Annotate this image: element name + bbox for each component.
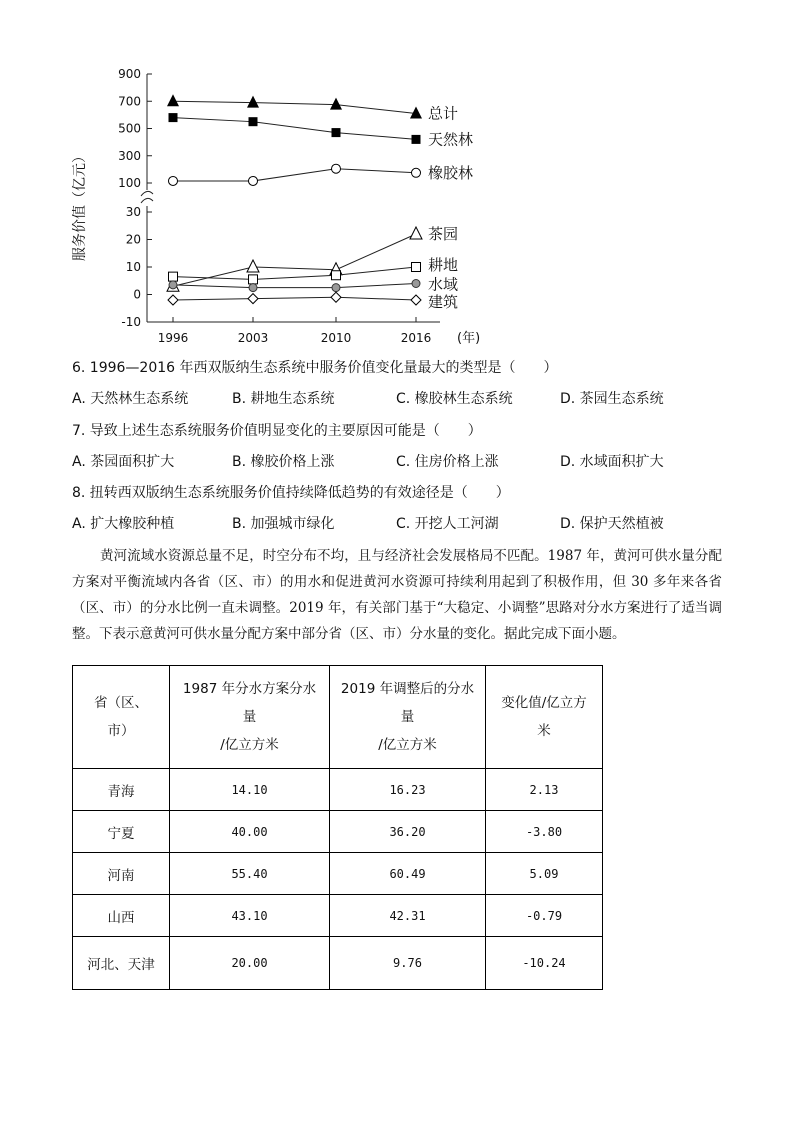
axis-break-mark bbox=[141, 191, 153, 196]
data-point bbox=[169, 113, 178, 122]
cell-1987: 40.00 bbox=[170, 811, 330, 853]
chart-axes bbox=[71, 67, 480, 346]
q8-option-c[interactable]: C. 开挖人工河湖 bbox=[396, 516, 499, 532]
legend-label: 耕地 bbox=[428, 256, 459, 274]
legend-label: 橡胶林 bbox=[428, 163, 474, 182]
chart-plot bbox=[167, 94, 473, 311]
data-point bbox=[412, 280, 420, 288]
cell-1987: 55.40 bbox=[170, 853, 330, 895]
series-建筑 bbox=[168, 292, 458, 311]
data-point bbox=[169, 272, 178, 281]
data-point bbox=[249, 284, 257, 292]
legend-label: 水域 bbox=[428, 275, 459, 294]
data-point bbox=[330, 98, 342, 110]
y-tick-label: 900 bbox=[118, 67, 141, 81]
cell-province: 宁夏 bbox=[73, 811, 170, 853]
y-tick-label: 30 bbox=[125, 205, 141, 219]
series-line bbox=[173, 169, 416, 181]
x-tick-label: 2010 bbox=[320, 331, 352, 345]
data-point bbox=[249, 275, 258, 284]
header-2019: 2019 年调整后的分水 量 /亿立方米 bbox=[330, 666, 486, 769]
data-point bbox=[167, 94, 179, 106]
q6-option-a[interactable]: A. 天然林生态系统 bbox=[72, 391, 189, 407]
x-tick-label: 2003 bbox=[237, 331, 269, 345]
data-point bbox=[247, 260, 259, 272]
cell-province: 山西 bbox=[73, 895, 170, 937]
q7-option-c[interactable]: C. 住房价格上涨 bbox=[396, 454, 499, 470]
q6-option-d[interactable]: D. 茶园生态系统 bbox=[560, 391, 664, 407]
water-allocation-table bbox=[72, 665, 603, 990]
question-8-stem: 8. 扭转西双版纳生态系统服务价值持续降低趋势的有效途径是（ ） bbox=[72, 485, 510, 501]
data-point bbox=[169, 176, 178, 185]
series-line bbox=[173, 284, 416, 288]
cell-1987: 43.10 bbox=[170, 895, 330, 937]
cell-province: 河南 bbox=[73, 853, 170, 895]
question-7-stem: 7. 导致上述生态系统服务价值明显变化的主要原因可能是（ ） bbox=[72, 423, 482, 439]
table-row bbox=[73, 769, 603, 811]
legend-label: 建筑 bbox=[428, 293, 459, 311]
data-point bbox=[248, 294, 258, 304]
cell-change: 5.09 bbox=[486, 853, 603, 895]
y-tick-label: -10 bbox=[121, 315, 141, 329]
q7-option-d[interactable]: D. 水域面积扩大 bbox=[560, 454, 664, 470]
q8-option-a[interactable]: A. 扩大橡胶种植 bbox=[72, 516, 175, 532]
series-line bbox=[173, 297, 416, 300]
cell-change: -10.24 bbox=[486, 937, 603, 990]
x-tick-label: 2016 bbox=[400, 331, 432, 345]
ecosystem-service-value-chart bbox=[60, 60, 500, 350]
cell-province: 青海 bbox=[73, 769, 170, 811]
x-axis-label: (年) bbox=[457, 331, 481, 346]
y-tick-label: 20 bbox=[125, 232, 141, 247]
axis-break-mark bbox=[141, 198, 153, 203]
q7-option-a[interactable]: A. 茶园面积扩大 bbox=[72, 454, 175, 470]
cell-1987: 20.00 bbox=[170, 937, 330, 990]
cell-2019: 16.23 bbox=[330, 769, 486, 811]
data-point bbox=[169, 281, 177, 289]
q6-option-c[interactable]: C. 橡胶林生态系统 bbox=[396, 391, 513, 407]
y-tick-label: 10 bbox=[125, 260, 141, 274]
q8-option-b[interactable]: B. 加强城市绿化 bbox=[232, 516, 335, 532]
series-line bbox=[173, 101, 416, 113]
data-point bbox=[249, 117, 258, 126]
cell-change: -3.80 bbox=[486, 811, 603, 853]
passage-text: 黄河流域水资源总量不足，时空分布不均，且与经济社会发展格局不匹配。1987 年，黄河可供水量分配方案对平衡流域内各省（区、市）的用水和促进黄河水资源可持续利用起到了积极作用，但 30 多年来各省（区、市）的分水比例一直未调整。2019 年，有关部门基于“大稳定、小调整”思路对分水方案进行了适当调整。下表示意黄河可供水量分配方案中部分省（区、市）分水量的变化。据此完成下面小题。 bbox=[72, 548, 722, 642]
reading-passage bbox=[72, 543, 722, 647]
cell-1987: 14.10 bbox=[170, 769, 330, 811]
series-line bbox=[173, 118, 416, 140]
header-1987: 1987 年分水方案分水 量 /亿立方米 bbox=[170, 666, 330, 769]
data-point bbox=[410, 107, 422, 119]
y-tick-label: 700 bbox=[118, 94, 141, 109]
y-tick-label: 300 bbox=[118, 148, 141, 163]
table-row bbox=[73, 937, 603, 990]
cell-2019: 60.49 bbox=[330, 853, 486, 895]
cell-change: 2.13 bbox=[486, 769, 603, 811]
data-point bbox=[168, 295, 178, 305]
cell-2019: 42.31 bbox=[330, 895, 486, 937]
data-point bbox=[412, 263, 421, 272]
y-tick-label: 100 bbox=[118, 176, 141, 190]
header-change: 变化值/亿立方 米 bbox=[486, 666, 603, 769]
cell-change: -0.79 bbox=[486, 895, 603, 937]
series-橡胶林 bbox=[169, 164, 474, 186]
cell-province: 河北、天津 bbox=[73, 937, 170, 990]
cell-2019: 9.76 bbox=[330, 937, 486, 990]
series-总计 bbox=[167, 94, 458, 122]
data-point bbox=[410, 227, 422, 239]
cell-2019: 36.20 bbox=[330, 811, 486, 853]
series-line bbox=[173, 234, 416, 286]
data-point bbox=[411, 295, 421, 305]
table-row bbox=[73, 895, 603, 937]
data-point bbox=[331, 292, 341, 302]
table-row bbox=[73, 853, 603, 895]
table-row bbox=[73, 811, 603, 853]
data-point bbox=[412, 135, 421, 144]
x-tick-label: 1996 bbox=[157, 331, 189, 345]
data-point bbox=[412, 168, 421, 177]
q6-option-b[interactable]: B. 耕地生态系统 bbox=[232, 391, 335, 407]
data-point bbox=[332, 164, 341, 173]
y-tick-label: 500 bbox=[118, 121, 141, 136]
data-point bbox=[332, 271, 341, 280]
legend-label: 总计 bbox=[428, 104, 459, 123]
legend-label: 茶园 bbox=[428, 225, 459, 243]
data-point bbox=[247, 96, 259, 108]
header-province: 省（区、 市） bbox=[73, 666, 170, 769]
table-header-row bbox=[73, 666, 603, 769]
legend-label: 天然林 bbox=[428, 130, 474, 149]
q7-option-b[interactable]: B. 橡胶价格上涨 bbox=[232, 454, 335, 470]
question-6-stem: 6. 1996—2016 年西双版纳生态系统中服务价值变化量最大的类型是（ ） bbox=[72, 360, 558, 376]
q8-option-d[interactable]: D. 保护天然植被 bbox=[560, 516, 664, 532]
y-axis-label: 服务价值（亿元） bbox=[72, 149, 88, 261]
data-point bbox=[249, 176, 258, 185]
y-tick-label: 0 bbox=[133, 287, 141, 302]
data-point bbox=[332, 284, 340, 292]
data-point bbox=[332, 128, 341, 137]
